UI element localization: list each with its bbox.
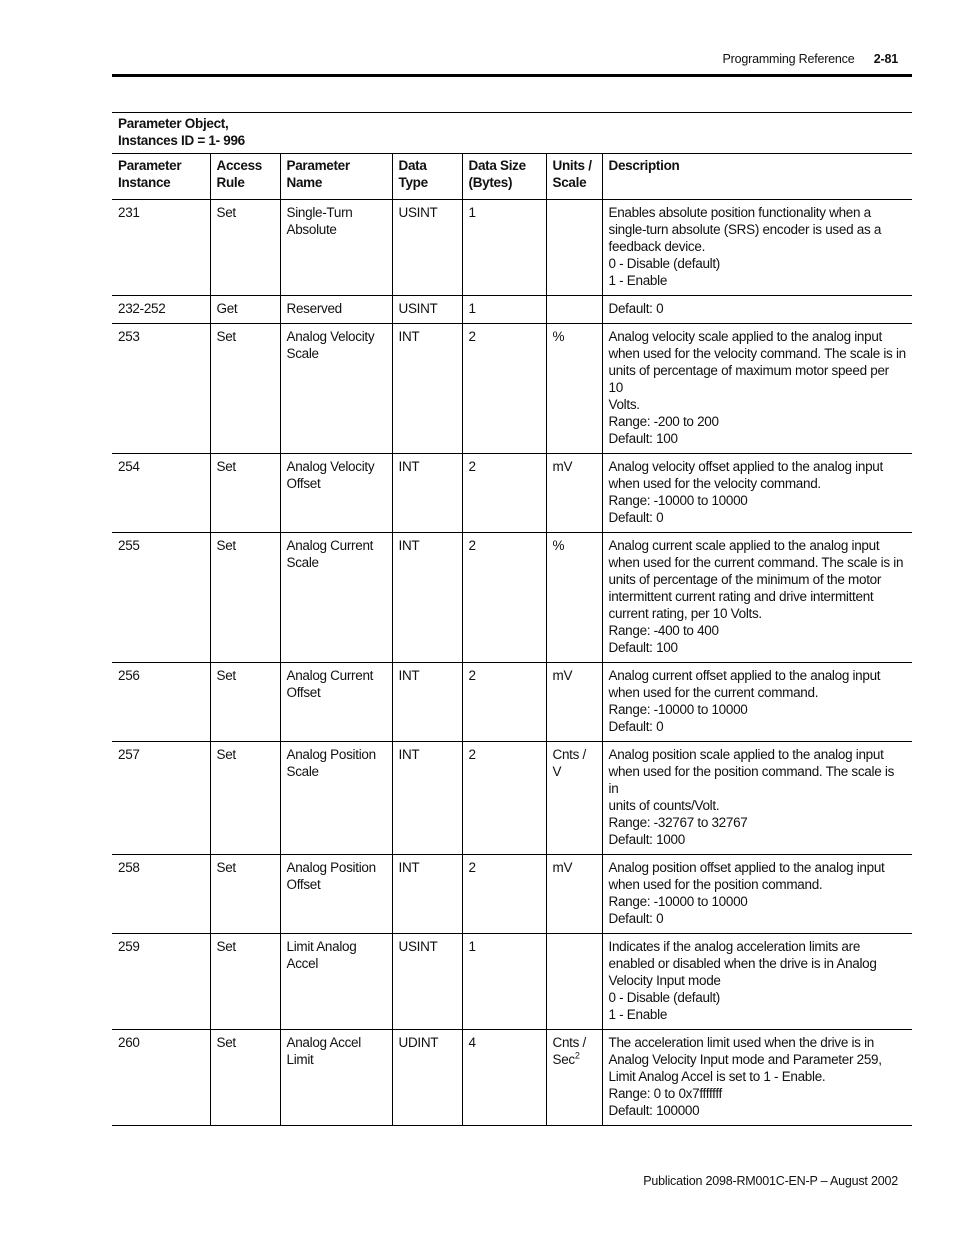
- data-size-value: 2: [468, 538, 476, 553]
- data-size-value: 2: [468, 668, 476, 683]
- data-type-cell: [392, 533, 462, 663]
- caption-line: Instances ID = 1- 996: [118, 133, 245, 148]
- table-row: [112, 1030, 912, 1126]
- units-cell: [546, 742, 602, 855]
- instance-cell: [112, 533, 210, 663]
- publication-footer: Publication 2098-RM001C-EN-P – August 2002: [643, 1174, 898, 1188]
- description-cell: [602, 663, 912, 742]
- description-line: Range: -10000 to 10000: [608, 493, 748, 508]
- parameter-name-cell: [280, 324, 392, 454]
- description-line: when used for the current command.: [608, 685, 819, 700]
- instance-value: 231: [118, 205, 140, 220]
- data-size-value: 2: [468, 329, 476, 344]
- parameter-name-cell: [280, 533, 392, 663]
- instance-cell: [112, 454, 210, 533]
- column-header: Data Type: [392, 154, 462, 200]
- parameter-name-cell: [280, 296, 392, 324]
- description-line: single-turn absolute (SRS) encoder is used as a: [608, 222, 882, 237]
- data-type-value: USINT: [398, 205, 438, 220]
- data-type-value: INT: [398, 668, 420, 683]
- table-row: [112, 855, 912, 934]
- description-line: 1 - Enable: [608, 273, 668, 288]
- description-line: when used for the current command. The scale is in: [608, 555, 904, 570]
- parameter-name-cell: [280, 742, 392, 855]
- data-type-value: USINT: [398, 939, 438, 954]
- table-body: [112, 200, 912, 1126]
- data-size-cell: [462, 855, 546, 934]
- parameter-name-cell: [280, 454, 392, 533]
- parameter-name-line: Scale: [286, 346, 319, 361]
- access-rule-cell: [210, 200, 280, 296]
- column-header: Units / Scale: [546, 154, 602, 200]
- description-line: Analog velocity scale applied to the analog input: [608, 329, 883, 344]
- units-cell: [546, 1030, 602, 1126]
- access-rule-cell: [210, 855, 280, 934]
- data-type-cell: [392, 742, 462, 855]
- description-line: Default: 0: [608, 719, 664, 734]
- data-size-cell: [462, 454, 546, 533]
- description-cell: [602, 855, 912, 934]
- data-type-cell: [392, 454, 462, 533]
- data-type-cell: [392, 663, 462, 742]
- parameter-name-line: Limit Analog: [286, 939, 357, 954]
- description-line: Analog Velocity Input mode and Parameter 259,: [608, 1052, 882, 1067]
- data-size-cell: [462, 296, 546, 324]
- page-number: 2-81: [873, 52, 898, 66]
- description-line: Indicates if the analog acceleration limits are: [608, 939, 861, 954]
- description-cell: [602, 934, 912, 1030]
- description-line: Default: 0: [608, 301, 664, 316]
- description-line: Range: -32767 to 32767: [608, 815, 748, 830]
- description-cell: [602, 1030, 912, 1126]
- description-line: Analog position scale applied to the analog input: [608, 747, 884, 762]
- description-line: Analog velocity offset applied to the analog input: [608, 459, 883, 474]
- access-rule-cell: [210, 1030, 280, 1126]
- description-line: current rating, per 10 Volts.: [608, 606, 762, 621]
- instance-cell: [112, 200, 210, 296]
- description-line: Analog current offset applied to the analog input: [608, 668, 881, 683]
- column-header-row: [112, 154, 912, 200]
- description-line: 1 - Enable: [608, 1007, 668, 1022]
- units-cell: [546, 324, 602, 454]
- access-rule-value: Set: [216, 205, 236, 220]
- parameter-name-line: Limit: [286, 1052, 314, 1067]
- instance-cell: [112, 324, 210, 454]
- instance-value: 259: [118, 939, 140, 954]
- parameter-name-line: Offset: [286, 685, 321, 700]
- access-rule-value: Set: [216, 860, 236, 875]
- description-line: when used for the position command. The scale is in: [608, 764, 895, 796]
- parameter-name-line: Scale: [286, 555, 319, 570]
- description-line: Analog current scale applied to the analog input: [608, 538, 880, 553]
- instance-cell: [112, 1030, 210, 1126]
- description-line: intermittent current rating and drive intermittent: [608, 589, 874, 604]
- parameter-name-line: Scale: [286, 764, 319, 779]
- table-row: [112, 533, 912, 663]
- access-rule-cell: [210, 533, 280, 663]
- table-row: [112, 742, 912, 855]
- access-rule-value: Set: [216, 668, 236, 683]
- description-line: Volts.: [608, 397, 640, 412]
- caption-line: Parameter Object,: [118, 116, 229, 131]
- description-line: The acceleration limit used when the drive is in: [608, 1035, 874, 1050]
- description-line: when used for the velocity command. The scale is in: [608, 346, 906, 361]
- units-line: mV: [552, 459, 573, 474]
- data-type-value: INT: [398, 329, 420, 344]
- instance-value: 232-252: [118, 301, 166, 316]
- access-rule-value: Set: [216, 459, 236, 474]
- description-cell: [602, 324, 912, 454]
- data-type-value: UDINT: [398, 1035, 439, 1050]
- instance-value: 253: [118, 329, 140, 344]
- parameter-table: [112, 112, 912, 1126]
- description-line: Default: 1000: [608, 832, 685, 847]
- instance-value: 258: [118, 860, 140, 875]
- parameter-name-cell: [280, 663, 392, 742]
- access-rule-value: Set: [216, 747, 236, 762]
- data-size-value: 1: [468, 205, 476, 220]
- description-line: Range: -200 to 200: [608, 414, 719, 429]
- parameter-name-line: Analog Velocity: [286, 329, 375, 344]
- description-line: Range: -10000 to 10000: [608, 702, 748, 717]
- description-line: Default: 0: [608, 510, 664, 525]
- parameter-name-line: Analog Current: [286, 538, 374, 553]
- description-line: Default: 100: [608, 640, 678, 655]
- data-size-value: 4: [468, 1035, 476, 1050]
- description-line: Default: 0: [608, 911, 664, 926]
- data-size-value: 2: [468, 459, 476, 474]
- header-rule: [112, 74, 912, 77]
- units-cell: [546, 934, 602, 1030]
- description-line: Range: 0 to 0x7fffffff: [608, 1086, 723, 1101]
- description-line: 0 - Disable (default): [608, 990, 721, 1005]
- data-type-value: INT: [398, 747, 420, 762]
- data-size-cell: [462, 663, 546, 742]
- units-line: %: [552, 329, 565, 344]
- access-rule-value: Set: [216, 939, 236, 954]
- access-rule-value: Get: [216, 301, 238, 316]
- units-cell: [546, 855, 602, 934]
- instance-cell: [112, 296, 210, 324]
- units-line: V: [552, 764, 562, 779]
- data-type-cell: [392, 934, 462, 1030]
- column-header: Description: [602, 154, 912, 200]
- instance-cell: [112, 663, 210, 742]
- data-type-cell: [392, 855, 462, 934]
- description-line: Default: 100000: [608, 1103, 700, 1118]
- table-row: [112, 663, 912, 742]
- units-superscript: 2: [574, 1050, 580, 1061]
- units-line: Sec: [552, 1052, 575, 1067]
- data-size-cell: [462, 742, 546, 855]
- table-caption: [112, 113, 912, 154]
- description-line: Analog position offset applied to the analog input: [608, 860, 885, 875]
- access-rule-cell: [210, 296, 280, 324]
- table-row: [112, 934, 912, 1030]
- section-title: Programming Reference: [722, 52, 855, 66]
- units-line: Cnts /: [552, 1035, 586, 1050]
- data-size-value: 1: [468, 939, 476, 954]
- description-cell: [602, 533, 912, 663]
- data-type-cell: [392, 296, 462, 324]
- parameter-name-line: Analog Velocity: [286, 459, 375, 474]
- parameter-name-cell: [280, 934, 392, 1030]
- units-line: %: [552, 538, 565, 553]
- column-header: Parameter Instance: [112, 154, 210, 200]
- units-line: mV: [552, 668, 573, 683]
- instance-cell: [112, 742, 210, 855]
- table-row: [112, 296, 912, 324]
- parameter-name-line: Accel: [286, 956, 319, 971]
- data-type-cell: [392, 324, 462, 454]
- description-line: Range: -10000 to 10000: [608, 894, 748, 909]
- column-header: Data Size (Bytes): [462, 154, 546, 200]
- data-size-cell: [462, 324, 546, 454]
- units-cell: [546, 663, 602, 742]
- data-size-value: 2: [468, 860, 476, 875]
- access-rule-cell: [210, 663, 280, 742]
- access-rule-value: Set: [216, 329, 236, 344]
- instance-value: 260: [118, 1035, 140, 1050]
- description-line: when used for the position command.: [608, 877, 823, 892]
- data-size-value: 1: [468, 301, 476, 316]
- description-line: units of percentage of maximum motor speed per 10: [608, 363, 889, 395]
- parameter-name-line: Analog Position: [286, 747, 376, 762]
- parameter-name-line: Analog Current: [286, 668, 374, 683]
- access-rule-value: Set: [216, 1035, 236, 1050]
- description-line: units of percentage of the minimum of the motor: [608, 572, 882, 587]
- access-rule-cell: [210, 934, 280, 1030]
- instance-cell: [112, 855, 210, 934]
- parameter-name-cell: [280, 200, 392, 296]
- description-line: Limit Analog Accel is set to 1 - Enable.: [608, 1069, 826, 1084]
- column-header: Access Rule: [210, 154, 280, 200]
- instance-value: 256: [118, 668, 140, 683]
- access-rule-cell: [210, 324, 280, 454]
- description-cell: [602, 742, 912, 855]
- data-size-cell: [462, 200, 546, 296]
- parameter-name-cell: [280, 855, 392, 934]
- parameter-name-line: Offset: [286, 476, 321, 491]
- access-rule-cell: [210, 454, 280, 533]
- description-cell: [602, 296, 912, 324]
- data-type-value: INT: [398, 459, 420, 474]
- table-row: [112, 324, 912, 454]
- data-type-value: USINT: [398, 301, 438, 316]
- instance-cell: [112, 934, 210, 1030]
- data-size-cell: [462, 934, 546, 1030]
- column-header: Parameter Name: [280, 154, 392, 200]
- description-line: Enables absolute position functionality when a: [608, 205, 871, 220]
- data-type-cell: [392, 200, 462, 296]
- data-type-value: INT: [398, 538, 420, 553]
- access-rule-cell: [210, 742, 280, 855]
- description-cell: [602, 200, 912, 296]
- description-line: units of counts/Volt.: [608, 798, 720, 813]
- description-cell: [602, 454, 912, 533]
- instance-value: 255: [118, 538, 140, 553]
- instance-value: 257: [118, 747, 140, 762]
- parameter-name-cell: [280, 1030, 392, 1126]
- units-line: mV: [552, 860, 573, 875]
- table-row: [112, 200, 912, 296]
- parameter-name-line: Analog Position: [286, 860, 376, 875]
- parameter-name-line: Offset: [286, 877, 321, 892]
- parameter-name-line: Absolute: [286, 222, 337, 237]
- data-size-value: 2: [468, 747, 476, 762]
- data-size-cell: [462, 533, 546, 663]
- access-rule-value: Set: [216, 538, 236, 553]
- data-type-value: INT: [398, 860, 420, 875]
- units-line-wrap: [553, 1051, 596, 1068]
- units-cell: [546, 296, 602, 324]
- description-line: 0 - Disable (default): [608, 256, 721, 271]
- parameter-name-line: Reserved: [286, 301, 342, 316]
- parameter-name-line: Single-Turn: [286, 205, 353, 220]
- description-line: when used for the velocity command.: [608, 476, 821, 491]
- units-line-wrap: [553, 763, 596, 780]
- description-line: Range: -400 to 400: [608, 623, 719, 638]
- table-row: [112, 454, 912, 533]
- data-size-cell: [462, 1030, 546, 1126]
- description-line: Velocity Input mode: [608, 973, 721, 988]
- data-type-cell: [392, 1030, 462, 1126]
- running-header: [723, 52, 898, 66]
- units-cell: [546, 200, 602, 296]
- description-line: enabled or disabled when the drive is in Analog: [608, 956, 877, 971]
- units-cell: [546, 454, 602, 533]
- parameter-name-line: Analog Accel: [286, 1035, 361, 1050]
- units-cell: [546, 533, 602, 663]
- instance-value: 254: [118, 459, 140, 474]
- description-line: Default: 100: [608, 431, 678, 446]
- description-line: feedback device.: [608, 239, 706, 254]
- units-line: Cnts /: [552, 747, 586, 762]
